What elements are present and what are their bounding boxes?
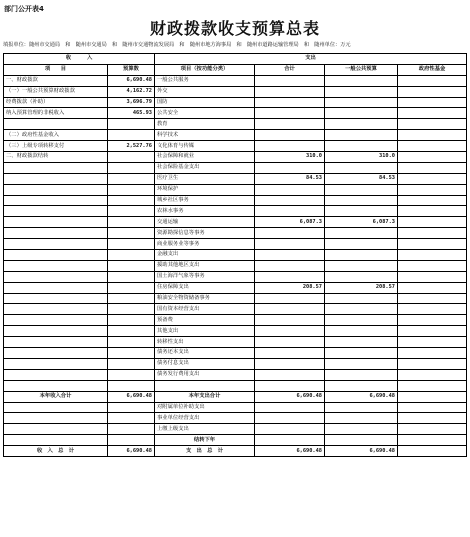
- expense-func-cell: 一般公共服务: [155, 75, 255, 86]
- income-budget-cell: [108, 130, 155, 141]
- expense-general-cell: [325, 315, 398, 326]
- expense-general-cell: [325, 86, 398, 97]
- budget-table-body: [4, 54, 467, 457]
- table-row: [4, 337, 467, 348]
- income-budget-cell: [108, 337, 155, 348]
- expense-func-cell: 住房保障支出: [155, 282, 255, 293]
- income-item-cell: （一）一般公共预算财政拨款: [4, 86, 108, 97]
- year-expense-fund: [398, 391, 467, 402]
- income-budget-cell: [108, 119, 155, 130]
- expense-total-cell: 310.0: [255, 152, 325, 163]
- expense-total-cell: 6,087.3: [255, 217, 325, 228]
- income-budget-cell: [108, 380, 155, 391]
- expense-total-cell: [255, 130, 325, 141]
- income-item-cell: [4, 348, 108, 359]
- expense-general-cell: 208.57: [325, 282, 398, 293]
- table-row: [4, 141, 467, 152]
- income-budget-cell: [108, 282, 155, 293]
- grand-expense-total: 6,690.48: [255, 446, 325, 457]
- expense-func-cell: 环境保护: [155, 184, 255, 195]
- table-row: [4, 119, 467, 130]
- income-budget-cell: 465.93: [108, 108, 155, 119]
- expense-fund-cell: [398, 97, 467, 108]
- income-budget-cell: [108, 402, 155, 413]
- income-budget-cell: [108, 435, 155, 446]
- table-row: [4, 326, 467, 337]
- expense-func-cell: 对附属单位补助支出: [155, 402, 255, 413]
- expense-fund-cell: [398, 152, 467, 163]
- expense-total-cell: [255, 293, 325, 304]
- reporting-unit-line: 填报单位：随州市交通局 和 随州市交通局 和 随州市交通物流发展局 和 随州市地方海事局 和 随州市道路运输管理局 和 随州单位：万元: [3, 42, 351, 48]
- table-row: [4, 282, 467, 293]
- expense-general-cell: [325, 348, 398, 359]
- income-item-cell: [4, 250, 108, 261]
- expense-general-cell: 310.0: [325, 152, 398, 163]
- income-budget-cell: [108, 239, 155, 250]
- document-tag: 部门公开表4: [4, 5, 44, 13]
- col-header-item: 项 目: [4, 64, 108, 75]
- page-title: 财政拨款收支预算总表: [149, 19, 320, 38]
- income-item-cell: [4, 239, 108, 250]
- income-budget-cell: [108, 358, 155, 369]
- table-row: [4, 380, 467, 391]
- expense-total-cell: [255, 337, 325, 348]
- expense-general-cell: [325, 424, 398, 435]
- expense-fund-cell: [398, 315, 467, 326]
- expense-total-cell: 84.53: [255, 173, 325, 184]
- expense-total-cell: [255, 86, 325, 97]
- expense-func-cell: 债务发行费用支出: [155, 369, 255, 380]
- table-row: [4, 402, 467, 413]
- table-row: [4, 271, 467, 282]
- income-item-cell: （三）上级专项转移支付: [4, 141, 108, 152]
- expense-fund-cell: [398, 380, 467, 391]
- income-item-cell: [4, 358, 108, 369]
- expense-total-cell: [255, 358, 325, 369]
- expense-general-cell: 84.53: [325, 173, 398, 184]
- income-item-cell: [4, 282, 108, 293]
- table-row: [4, 228, 467, 239]
- expense-fund-cell: [398, 228, 467, 239]
- expense-total-cell: [255, 250, 325, 261]
- income-budget-cell: [108, 293, 155, 304]
- expense-func-cell: 社会保障和就业: [155, 152, 255, 163]
- table-row: [4, 75, 467, 86]
- expense-general-cell: [325, 326, 398, 337]
- income-item-cell: [4, 304, 108, 315]
- expense-fund-cell: [398, 293, 467, 304]
- expense-func-cell: 债务还本支出: [155, 348, 255, 359]
- expense-total-cell: [255, 195, 325, 206]
- table-row: [4, 315, 467, 326]
- table-row: [4, 260, 467, 271]
- income-item-cell: [4, 315, 108, 326]
- income-budget-cell: [108, 315, 155, 326]
- table-row: [4, 304, 467, 315]
- expense-func-cell: 预备费: [155, 315, 255, 326]
- expense-general-cell: 6,087.3: [325, 217, 398, 228]
- income-budget-cell: [108, 369, 155, 380]
- expense-fund-cell: [398, 162, 467, 173]
- income-budget-cell: [108, 271, 155, 282]
- expense-general-cell: [325, 130, 398, 141]
- table-row: [4, 369, 467, 380]
- income-item-cell: [4, 119, 108, 130]
- expense-total-cell: [255, 97, 325, 108]
- expense-func-cell: 城乡社区事务: [155, 195, 255, 206]
- expense-total-cell: [255, 239, 325, 250]
- year-income-label: 本年收入合计: [4, 391, 108, 402]
- expense-func-cell: 上缴上级支出: [155, 424, 255, 435]
- table-row: [4, 130, 467, 141]
- income-item-cell: 一、财政拨款: [4, 75, 108, 86]
- expense-func-cell: 医疗卫生: [155, 173, 255, 184]
- income-budget-cell: [108, 228, 155, 239]
- expense-func-cell: 商业服务业等事务: [155, 239, 255, 250]
- expense-fund-cell: [398, 358, 467, 369]
- income-budget-cell: [108, 250, 155, 261]
- table-row: [4, 217, 467, 228]
- expense-total-cell: [255, 141, 325, 152]
- expense-func-cell: 社会保险基金支出: [155, 162, 255, 173]
- income-budget-cell: [108, 184, 155, 195]
- expense-general-cell: [325, 271, 398, 282]
- expense-fund-cell: [398, 239, 467, 250]
- expense-func-cell: 金融支出: [155, 250, 255, 261]
- income-item-cell: [4, 293, 108, 304]
- expense-total-cell: [255, 402, 325, 413]
- income-item-cell: [4, 413, 108, 424]
- col-header-general: 一般公共预算: [325, 64, 398, 75]
- expense-total-cell: [255, 228, 325, 239]
- grand-income-value: 6,690.48: [108, 446, 155, 457]
- income-budget-cell: [108, 304, 155, 315]
- income-budget-cell: 2,527.76: [108, 141, 155, 152]
- expense-total-cell: [255, 424, 325, 435]
- expense-func-cell: 教育: [155, 119, 255, 130]
- expense-total-cell: [255, 75, 325, 86]
- income-item-cell: [4, 173, 108, 184]
- income-item-cell: [4, 184, 108, 195]
- income-item-cell: [4, 228, 108, 239]
- table-row: [4, 206, 467, 217]
- expense-func-cell: 外交: [155, 86, 255, 97]
- expense-fund-cell: [398, 369, 467, 380]
- table-row: [4, 250, 467, 261]
- grand-total-row: [4, 446, 467, 457]
- expense-total-cell: [255, 369, 325, 380]
- year-expense-general: 6,690.48: [325, 391, 398, 402]
- table-row: [4, 413, 467, 424]
- expense-general-cell: [325, 435, 398, 446]
- expense-total-cell: [255, 348, 325, 359]
- income-item-cell: [4, 260, 108, 271]
- expense-total-cell: [255, 315, 325, 326]
- grand-expense-label: 支 出 总 计: [155, 446, 255, 457]
- table-row: [4, 173, 467, 184]
- expense-func-cell: 文化体育与传媒: [155, 141, 255, 152]
- expense-total-cell: [255, 271, 325, 282]
- income-budget-cell: [108, 173, 155, 184]
- income-item-cell: [4, 424, 108, 435]
- expense-fund-cell: [398, 348, 467, 359]
- income-header: 收 入: [4, 54, 155, 65]
- expense-general-cell: [325, 293, 398, 304]
- expense-fund-cell: [398, 141, 467, 152]
- income-item-cell: [4, 380, 108, 391]
- expense-general-cell: [325, 228, 398, 239]
- income-budget-cell: [108, 217, 155, 228]
- expense-general-cell: [325, 141, 398, 152]
- col-header-budget: 预算数: [108, 64, 155, 75]
- table-row: [4, 293, 467, 304]
- expense-total-cell: [255, 304, 325, 315]
- expense-total-cell: [255, 206, 325, 217]
- expense-total-cell: [255, 380, 325, 391]
- expense-total-cell: [255, 326, 325, 337]
- income-budget-cell: [108, 152, 155, 163]
- expense-general-cell: [325, 304, 398, 315]
- income-budget-cell: [108, 162, 155, 173]
- expense-total-cell: [255, 119, 325, 130]
- expense-fund-cell: [398, 119, 467, 130]
- expense-general-cell: [325, 206, 398, 217]
- expense-total-cell: [255, 260, 325, 271]
- expense-func-cell: 科学技术: [155, 130, 255, 141]
- expense-fund-cell: [398, 250, 467, 261]
- expense-general-cell: [325, 239, 398, 250]
- table-row: [4, 108, 467, 119]
- expense-general-cell: [325, 108, 398, 119]
- expense-general-cell: [325, 402, 398, 413]
- table-row: [4, 162, 467, 173]
- income-budget-cell: [108, 348, 155, 359]
- expense-general-cell: [325, 162, 398, 173]
- income-item-cell: 经费拨款（补助）: [4, 97, 108, 108]
- expense-func-cell: [155, 380, 255, 391]
- header-row-group: [4, 54, 467, 65]
- table-row: [4, 184, 467, 195]
- expense-total-cell: 208.57: [255, 282, 325, 293]
- expense-general-cell: [325, 369, 398, 380]
- year-expense-total: 6,690.48: [255, 391, 325, 402]
- expense-general-cell: [325, 97, 398, 108]
- income-item-cell: [4, 195, 108, 206]
- income-budget-cell: 4,162.72: [108, 86, 155, 97]
- col-header-fund: 政府性基金: [398, 64, 467, 75]
- income-budget-cell: 3,696.79: [108, 97, 155, 108]
- expense-fund-cell: [398, 282, 467, 293]
- expense-func-cell: 援助其他地区支出: [155, 260, 255, 271]
- expense-general-cell: [325, 184, 398, 195]
- expense-general-cell: [325, 380, 398, 391]
- income-item-cell: [4, 217, 108, 228]
- income-item-cell: [4, 337, 108, 348]
- expense-func-cell: 国土海洋气象等事务: [155, 271, 255, 282]
- table-row: [4, 239, 467, 250]
- expense-func-cell: 国有资本经营支出: [155, 304, 255, 315]
- expense-fund-cell: [398, 206, 467, 217]
- income-budget-cell: [108, 206, 155, 217]
- expense-fund-cell: [398, 326, 467, 337]
- col-header-func-item: 项目（按功能分类）: [155, 64, 255, 75]
- expense-func-cell: 转移性支出: [155, 337, 255, 348]
- year-expense-label: 本年支出合计: [155, 391, 255, 402]
- expense-fund-cell: [398, 86, 467, 97]
- expense-func-cell: 资源勘探信息等事务: [155, 228, 255, 239]
- year-income-value: 6,690.48: [108, 391, 155, 402]
- header-row-columns: [4, 64, 467, 75]
- income-budget-cell: [108, 195, 155, 206]
- expense-general-cell: [325, 358, 398, 369]
- expense-general-cell: [325, 260, 398, 271]
- table-row: [4, 435, 467, 446]
- expense-total-cell: [255, 413, 325, 424]
- expense-fund-cell: [398, 184, 467, 195]
- budget-table: [3, 53, 467, 457]
- expense-general-cell: [325, 413, 398, 424]
- expense-fund-cell: [398, 424, 467, 435]
- income-budget-cell: [108, 424, 155, 435]
- income-budget-cell: 6,690.48: [108, 75, 155, 86]
- expense-fund-cell: [398, 173, 467, 184]
- expense-general-cell: [325, 250, 398, 261]
- expense-func-cell: 国防: [155, 97, 255, 108]
- col-header-total: 合计: [255, 64, 325, 75]
- expense-fund-cell: [398, 271, 467, 282]
- expense-func-cell: 粮油安全物资储备事务: [155, 293, 255, 304]
- table-row: [4, 424, 467, 435]
- income-item-cell: [4, 326, 108, 337]
- expense-fund-cell: [398, 337, 467, 348]
- expense-func-cell: 其他支出: [155, 326, 255, 337]
- expense-func-cell: 农林水事务: [155, 206, 255, 217]
- expense-total-cell: [255, 184, 325, 195]
- income-budget-cell: [108, 326, 155, 337]
- expense-fund-cell: [398, 195, 467, 206]
- table-row: [4, 86, 467, 97]
- income-item-cell: 纳入预算管理的非税收入: [4, 108, 108, 119]
- expense-general-cell: [325, 337, 398, 348]
- expense-fund-cell: [398, 260, 467, 271]
- table-row: [4, 152, 467, 163]
- grand-expense-fund: [398, 446, 467, 457]
- expense-total-cell: [255, 108, 325, 119]
- expense-header: 支出: [155, 54, 467, 65]
- table-row: [4, 348, 467, 359]
- table-row: [4, 195, 467, 206]
- income-item-cell: [4, 271, 108, 282]
- table-row: [4, 97, 467, 108]
- year-total-row: [4, 391, 467, 402]
- expense-fund-cell: [398, 304, 467, 315]
- expense-func-cell: 公共安全: [155, 108, 255, 119]
- expense-total-cell: [255, 162, 325, 173]
- expense-general-cell: [325, 75, 398, 86]
- expense-func-cell: 债务付息支出: [155, 358, 255, 369]
- expense-fund-cell: [398, 435, 467, 446]
- income-item-cell: [4, 206, 108, 217]
- expense-fund-cell: [398, 108, 467, 119]
- expense-func-cell: 结转下年: [155, 435, 255, 446]
- income-item-cell: [4, 402, 108, 413]
- grand-expense-general: 6,690.48: [325, 446, 398, 457]
- income-item-cell: 二、财政拨款结转: [4, 152, 108, 163]
- expense-fund-cell: [398, 130, 467, 141]
- expense-fund-cell: [398, 75, 467, 86]
- grand-income-label: 收 入 总 计: [4, 446, 108, 457]
- income-item-cell: [4, 435, 108, 446]
- income-budget-cell: [108, 260, 155, 271]
- expense-fund-cell: [398, 217, 467, 228]
- expense-fund-cell: [398, 402, 467, 413]
- income-item-cell: [4, 162, 108, 173]
- expense-general-cell: [325, 119, 398, 130]
- expense-total-cell: [255, 435, 325, 446]
- expense-general-cell: [325, 195, 398, 206]
- expense-func-cell: 交通运输: [155, 217, 255, 228]
- expense-fund-cell: [398, 413, 467, 424]
- income-item-cell: （二）政府性基金收入: [4, 130, 108, 141]
- expense-func-cell: 事业单位经营支出: [155, 413, 255, 424]
- table-row: [4, 358, 467, 369]
- income-budget-cell: [108, 413, 155, 424]
- income-item-cell: [4, 369, 108, 380]
